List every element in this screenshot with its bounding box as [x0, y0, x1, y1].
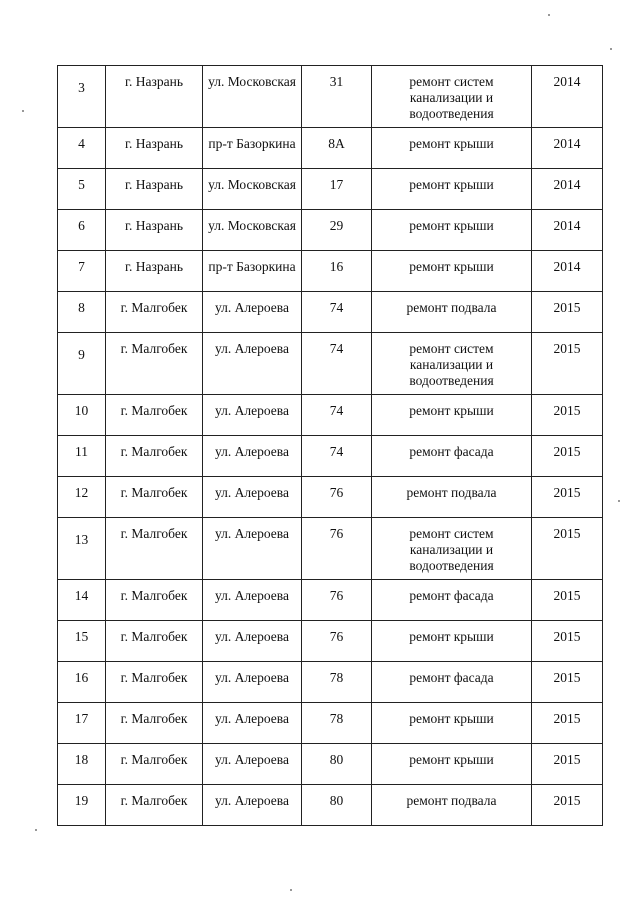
- table-row: [58, 477, 603, 518]
- table-row: [58, 621, 603, 662]
- work-type-cell: ремонт подвала: [372, 292, 532, 333]
- table-row: [58, 518, 603, 580]
- row-number: 8: [58, 292, 106, 333]
- table-row: [58, 210, 603, 251]
- street-cell: ул. Алероева: [203, 621, 302, 662]
- street-cell: пр-т Базоркина: [203, 128, 302, 169]
- table-row: [58, 785, 603, 826]
- street-cell: ул. Московская: [203, 169, 302, 210]
- table-row: [58, 333, 603, 395]
- city-cell: г. Малгобек: [106, 477, 203, 518]
- city-cell: г. Малгобек: [106, 292, 203, 333]
- year-cell: 2015: [532, 580, 603, 621]
- table-row: [58, 662, 603, 703]
- work-type-cell: ремонт систем канализации и водоотведения: [372, 333, 532, 395]
- house-cell: 80: [302, 744, 372, 785]
- year-cell: 2015: [532, 477, 603, 518]
- work-type-cell: ремонт подвала: [372, 477, 532, 518]
- work-type-cell: ремонт крыши: [372, 251, 532, 292]
- scan-speck: [610, 48, 612, 50]
- row-number: 13: [58, 518, 106, 580]
- table-body: [58, 66, 603, 826]
- work-type-cell: ремонт крыши: [372, 395, 532, 436]
- table-row: [58, 436, 603, 477]
- street-cell: ул. Алероева: [203, 333, 302, 395]
- row-number: 17: [58, 703, 106, 744]
- street-cell: ул. Алероева: [203, 703, 302, 744]
- house-cell: 74: [302, 292, 372, 333]
- year-cell: 2014: [532, 210, 603, 251]
- work-type-cell: ремонт фасада: [372, 580, 532, 621]
- table-row: [58, 128, 603, 169]
- year-cell: 2014: [532, 66, 603, 128]
- work-type-cell: ремонт крыши: [372, 621, 532, 662]
- year-cell: 2015: [532, 744, 603, 785]
- house-cell: 31: [302, 66, 372, 128]
- row-number: 10: [58, 395, 106, 436]
- year-cell: 2015: [532, 436, 603, 477]
- row-number: 5: [58, 169, 106, 210]
- table-row: [58, 251, 603, 292]
- city-cell: г. Малгобек: [106, 580, 203, 621]
- year-cell: 2015: [532, 395, 603, 436]
- row-number: 12: [58, 477, 106, 518]
- house-cell: 76: [302, 518, 372, 580]
- city-cell: г. Малгобек: [106, 436, 203, 477]
- row-number: 19: [58, 785, 106, 826]
- year-cell: 2015: [532, 785, 603, 826]
- street-cell: ул. Московская: [203, 66, 302, 128]
- house-cell: 78: [302, 703, 372, 744]
- row-number: 3: [58, 66, 106, 128]
- year-cell: 2015: [532, 333, 603, 395]
- table-row: [58, 744, 603, 785]
- year-cell: 2014: [532, 251, 603, 292]
- scan-speck: [548, 14, 550, 16]
- city-cell: г. Назрань: [106, 128, 203, 169]
- street-cell: ул. Алероева: [203, 436, 302, 477]
- city-cell: г. Малгобек: [106, 662, 203, 703]
- year-cell: 2015: [532, 292, 603, 333]
- table-row: [58, 703, 603, 744]
- city-cell: г. Малгобек: [106, 333, 203, 395]
- row-number: 16: [58, 662, 106, 703]
- house-cell: 74: [302, 395, 372, 436]
- table-row: [58, 292, 603, 333]
- city-cell: г. Малгобек: [106, 621, 203, 662]
- repair-schedule-table: [57, 65, 603, 826]
- work-type-cell: ремонт крыши: [372, 169, 532, 210]
- year-cell: 2015: [532, 621, 603, 662]
- row-number: 4: [58, 128, 106, 169]
- city-cell: г. Назрань: [106, 169, 203, 210]
- work-type-cell: ремонт систем канализации и водоотведения: [372, 518, 532, 580]
- table-row: [58, 66, 603, 128]
- scan-speck: [290, 889, 292, 891]
- street-cell: ул. Алероева: [203, 744, 302, 785]
- city-cell: г. Назрань: [106, 210, 203, 251]
- table-row: [58, 580, 603, 621]
- work-type-cell: ремонт крыши: [372, 703, 532, 744]
- scan-speck: [35, 829, 37, 831]
- city-cell: г. Малгобек: [106, 785, 203, 826]
- work-type-cell: ремонт подвала: [372, 785, 532, 826]
- house-cell: 76: [302, 477, 372, 518]
- year-cell: 2014: [532, 128, 603, 169]
- year-cell: 2015: [532, 703, 603, 744]
- scan-speck: [618, 500, 620, 502]
- house-cell: 76: [302, 580, 372, 621]
- work-type-cell: ремонт крыши: [372, 744, 532, 785]
- house-cell: 76: [302, 621, 372, 662]
- street-cell: ул. Алероева: [203, 785, 302, 826]
- work-type-cell: ремонт фасада: [372, 436, 532, 477]
- work-type-cell: ремонт фасада: [372, 662, 532, 703]
- city-cell: г. Малгобек: [106, 744, 203, 785]
- city-cell: г. Малгобек: [106, 395, 203, 436]
- work-type-cell: ремонт систем канализации и водоотведения: [372, 66, 532, 128]
- house-cell: 8А: [302, 128, 372, 169]
- year-cell: 2015: [532, 518, 603, 580]
- city-cell: г. Назрань: [106, 66, 203, 128]
- city-cell: г. Малгобек: [106, 703, 203, 744]
- street-cell: ул. Алероева: [203, 518, 302, 580]
- row-number: 18: [58, 744, 106, 785]
- work-type-cell: ремонт крыши: [372, 210, 532, 251]
- street-cell: ул. Алероева: [203, 580, 302, 621]
- work-type-cell: ремонт крыши: [372, 128, 532, 169]
- street-cell: пр-т Базоркина: [203, 251, 302, 292]
- house-cell: 74: [302, 333, 372, 395]
- city-cell: г. Малгобек: [106, 518, 203, 580]
- house-cell: 29: [302, 210, 372, 251]
- city-cell: г. Назрань: [106, 251, 203, 292]
- street-cell: ул. Алероева: [203, 395, 302, 436]
- row-number: 11: [58, 436, 106, 477]
- row-number: 14: [58, 580, 106, 621]
- row-number: 9: [58, 333, 106, 395]
- row-number: 15: [58, 621, 106, 662]
- row-number: 6: [58, 210, 106, 251]
- street-cell: ул. Алероева: [203, 292, 302, 333]
- street-cell: ул. Московская: [203, 210, 302, 251]
- house-cell: 16: [302, 251, 372, 292]
- table-row: [58, 169, 603, 210]
- year-cell: 2015: [532, 662, 603, 703]
- table-row: [58, 395, 603, 436]
- house-cell: 78: [302, 662, 372, 703]
- street-cell: ул. Алероева: [203, 477, 302, 518]
- row-number: 7: [58, 251, 106, 292]
- street-cell: ул. Алероева: [203, 662, 302, 703]
- house-cell: 17: [302, 169, 372, 210]
- house-cell: 80: [302, 785, 372, 826]
- house-cell: 74: [302, 436, 372, 477]
- scan-speck: [22, 110, 24, 112]
- year-cell: 2014: [532, 169, 603, 210]
